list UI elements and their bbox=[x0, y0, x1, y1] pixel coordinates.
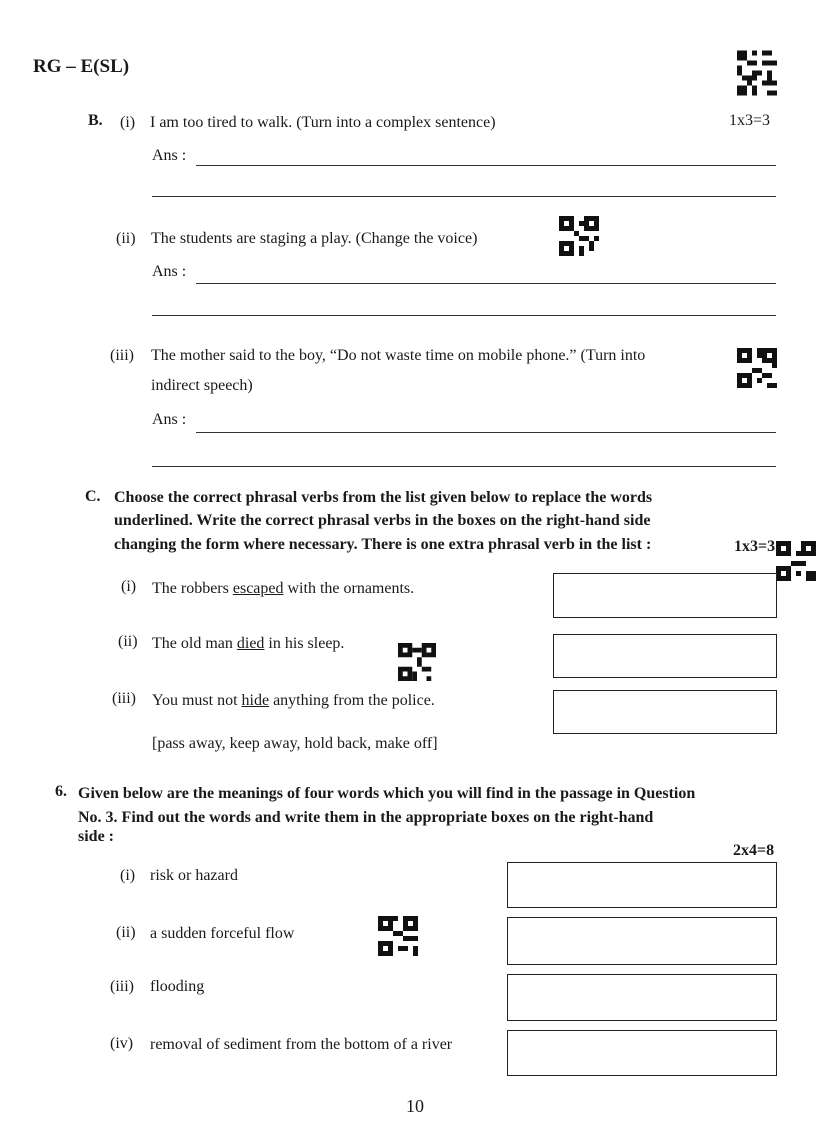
q6-instruction-3: side : bbox=[78, 828, 114, 845]
section-c-letter: C. bbox=[85, 488, 101, 505]
section-b-letter: B. bbox=[88, 112, 103, 129]
underlined-word: died bbox=[236, 635, 265, 652]
q6-item-4-text: removal of sediment from the bottom of a river bbox=[150, 1036, 453, 1053]
qr-code-icon bbox=[737, 348, 777, 388]
answer-line[interactable] bbox=[196, 165, 776, 166]
b-item-2-text: The students are staging a play. (Change the voice) bbox=[151, 230, 478, 247]
q6-item-1-num: (i) bbox=[120, 867, 136, 884]
b-item-3-text: The mother said to the boy, “Do not waste time on mobile phone.” (Turn into bbox=[151, 347, 646, 364]
c-item-2-sentence: The old man died in his sleep. bbox=[152, 635, 345, 652]
qr-code-icon bbox=[398, 643, 436, 681]
q6-item-2-text: a sudden forceful flow bbox=[150, 925, 295, 942]
section-b-marks: 1x3=3 bbox=[729, 112, 771, 129]
q6-instruction-1: Given below are the meanings of four words which you will find in the passage in Question bbox=[78, 785, 696, 802]
b-item-1-text: I am too tired to walk. (Turn into a complex sentence) bbox=[150, 114, 496, 131]
page-number: 10 bbox=[406, 1096, 424, 1116]
c-item-1-sentence: The robbers escaped with the ornaments. bbox=[152, 580, 415, 597]
b-item-1-ans-label: Ans : bbox=[152, 147, 187, 164]
qr-code-icon bbox=[776, 541, 816, 581]
answer-box[interactable] bbox=[507, 862, 777, 908]
qr-code-icon bbox=[559, 216, 599, 256]
q6-instruction-2: No. 3. Find out the words and write them in the appropriate boxes on the right-hand bbox=[78, 809, 654, 826]
answer-box[interactable] bbox=[507, 917, 777, 965]
answer-line[interactable] bbox=[196, 432, 776, 433]
answer-box[interactable] bbox=[507, 1030, 777, 1076]
underlined-word: escaped bbox=[232, 580, 284, 597]
q6-item-1-text: risk or hazard bbox=[150, 867, 238, 884]
answer-box[interactable] bbox=[553, 690, 777, 734]
c-item-3-sentence: You must not hide anything from the police. bbox=[152, 692, 435, 709]
c-item-3-num: (iii) bbox=[112, 690, 136, 707]
q6-marks: 2x4=8 bbox=[733, 842, 775, 859]
b-item-3-text-cont: indirect speech) bbox=[151, 377, 253, 394]
q6-item-3-text: flooding bbox=[150, 978, 205, 995]
section-c-marks: 1x3=3 bbox=[734, 538, 776, 555]
b-item-2-num: (ii) bbox=[116, 230, 136, 247]
qr-code-icon bbox=[378, 916, 418, 956]
qr-code-icon bbox=[737, 50, 777, 96]
b-item-3-num: (iii) bbox=[110, 347, 134, 364]
c-item-1-num: (i) bbox=[121, 578, 137, 595]
answer-box[interactable] bbox=[553, 634, 777, 678]
answer-line[interactable] bbox=[152, 315, 776, 316]
exam-code: RG – E(SL) bbox=[33, 56, 130, 77]
q6-item-2-num: (ii) bbox=[116, 924, 136, 941]
answer-line[interactable] bbox=[196, 283, 776, 284]
c-item-2-num: (ii) bbox=[118, 633, 138, 650]
answer-box[interactable] bbox=[507, 974, 777, 1021]
underlined-word: hide bbox=[241, 692, 270, 709]
b-item-2-ans-label: Ans : bbox=[152, 263, 187, 280]
answer-box[interactable] bbox=[553, 573, 777, 618]
answer-line[interactable] bbox=[152, 196, 776, 197]
section-c-instruction-3: changing the form where necessary. There is one extra phrasal verb in the list : bbox=[114, 536, 652, 553]
phrasal-verb-list: [pass away, keep away, hold back, make off] bbox=[152, 735, 438, 752]
answer-line[interactable] bbox=[152, 466, 776, 467]
b-item-1-num: (i) bbox=[120, 114, 136, 131]
q6-number: 6. bbox=[55, 783, 67, 800]
b-item-3-ans-label: Ans : bbox=[152, 411, 187, 428]
q6-item-4-num: (iv) bbox=[110, 1035, 134, 1052]
section-c-instruction-1: Choose the correct phrasal verbs from the list given below to replace the words bbox=[114, 489, 653, 506]
section-c-instruction-2: underlined. Write the correct phrasal verbs in the boxes on the right-hand side bbox=[114, 512, 651, 529]
q6-item-3-num: (iii) bbox=[110, 978, 134, 995]
